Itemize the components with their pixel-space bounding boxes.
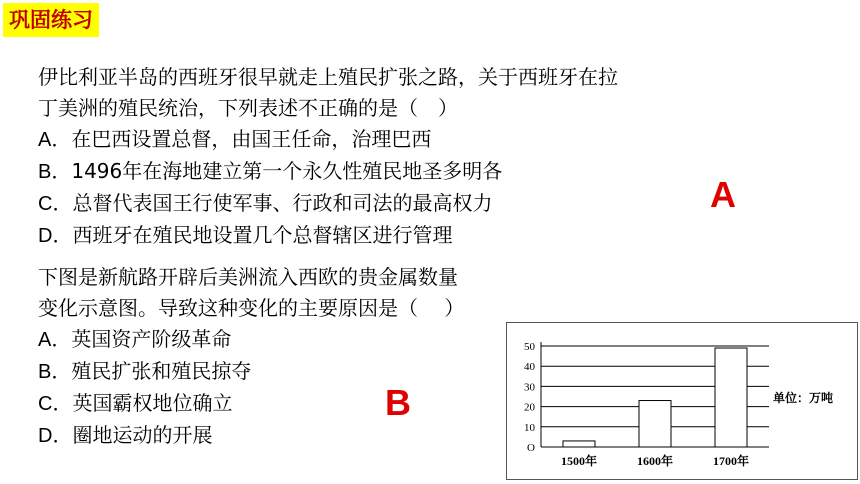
question-1-option-d [38, 220, 798, 252]
option-text: 英国霸权地位确立 [72, 391, 233, 415]
question-1-option-b [38, 156, 798, 188]
section-title-badge: 巩固练习 [3, 3, 99, 37]
precious-metal-chart [506, 322, 858, 480]
bar-3 [715, 348, 747, 447]
y-tick-label: 40 [524, 361, 535, 374]
y-tick-label: 50 [524, 341, 535, 353]
question-1 [38, 62, 798, 252]
x-tick-label: 1700年 [712, 454, 750, 468]
option-letter: D． [38, 425, 73, 447]
option-letter: B． [38, 361, 72, 383]
x-tick-label: 1600年 [636, 454, 674, 468]
question-1-option-c [38, 188, 798, 220]
option-text: 西班牙在殖民地设置几个总督辖区进行管理 [72, 223, 453, 247]
y-tick-label: 20 [524, 401, 535, 414]
option-letter: C． [38, 393, 73, 415]
question-1-stem-line-2: 丁美洲的殖民统治，下列表述不正确的是（ ） [38, 96, 458, 120]
option-letter: C． [38, 193, 73, 215]
y-tick-label: 10 [524, 421, 535, 434]
option-text: 总督代表国王行使军事、行政和司法的最高权力 [72, 191, 493, 215]
option-letter: A． [38, 329, 72, 351]
option-letter: B． [38, 161, 72, 183]
question-2-stem-line-2: 变化示意图。导致这种变化的主要原因是（ ） [38, 296, 465, 320]
y-tick-label: 30 [524, 381, 535, 394]
bar-1 [563, 441, 595, 447]
question-1-stem-line-1: 伊比利亚半岛的西班牙很早就走上殖民扩张之路，关于西班牙在拉 [38, 65, 618, 89]
option-letter: D． [38, 225, 73, 247]
x-tick-label: 1500年 [560, 454, 598, 468]
chart-unit-label: 单位：万吨 [773, 391, 834, 405]
question-2-stem-line-1: 下图是新航路开辟后美洲流入西欧的贵金属数量 [38, 265, 458, 289]
y-tick-label: O [527, 442, 535, 454]
option-text: 圈地运动的开展 [72, 423, 213, 447]
option-text: 在巴西设置总督，由国王任命，治理巴西 [71, 127, 432, 151]
option-text: 英国资产阶级革命 [71, 327, 232, 351]
option-text: 1496年在海地建立第一个永久性殖民地圣多明各 [71, 159, 503, 183]
option-letter: A． [38, 129, 72, 151]
question-2-answer: B [385, 382, 411, 423]
option-text: 殖民扩张和殖民掠夺 [71, 359, 252, 383]
question-1-answer: A [710, 174, 736, 215]
bar-2 [639, 401, 671, 447]
question-1-option-a [38, 124, 798, 156]
